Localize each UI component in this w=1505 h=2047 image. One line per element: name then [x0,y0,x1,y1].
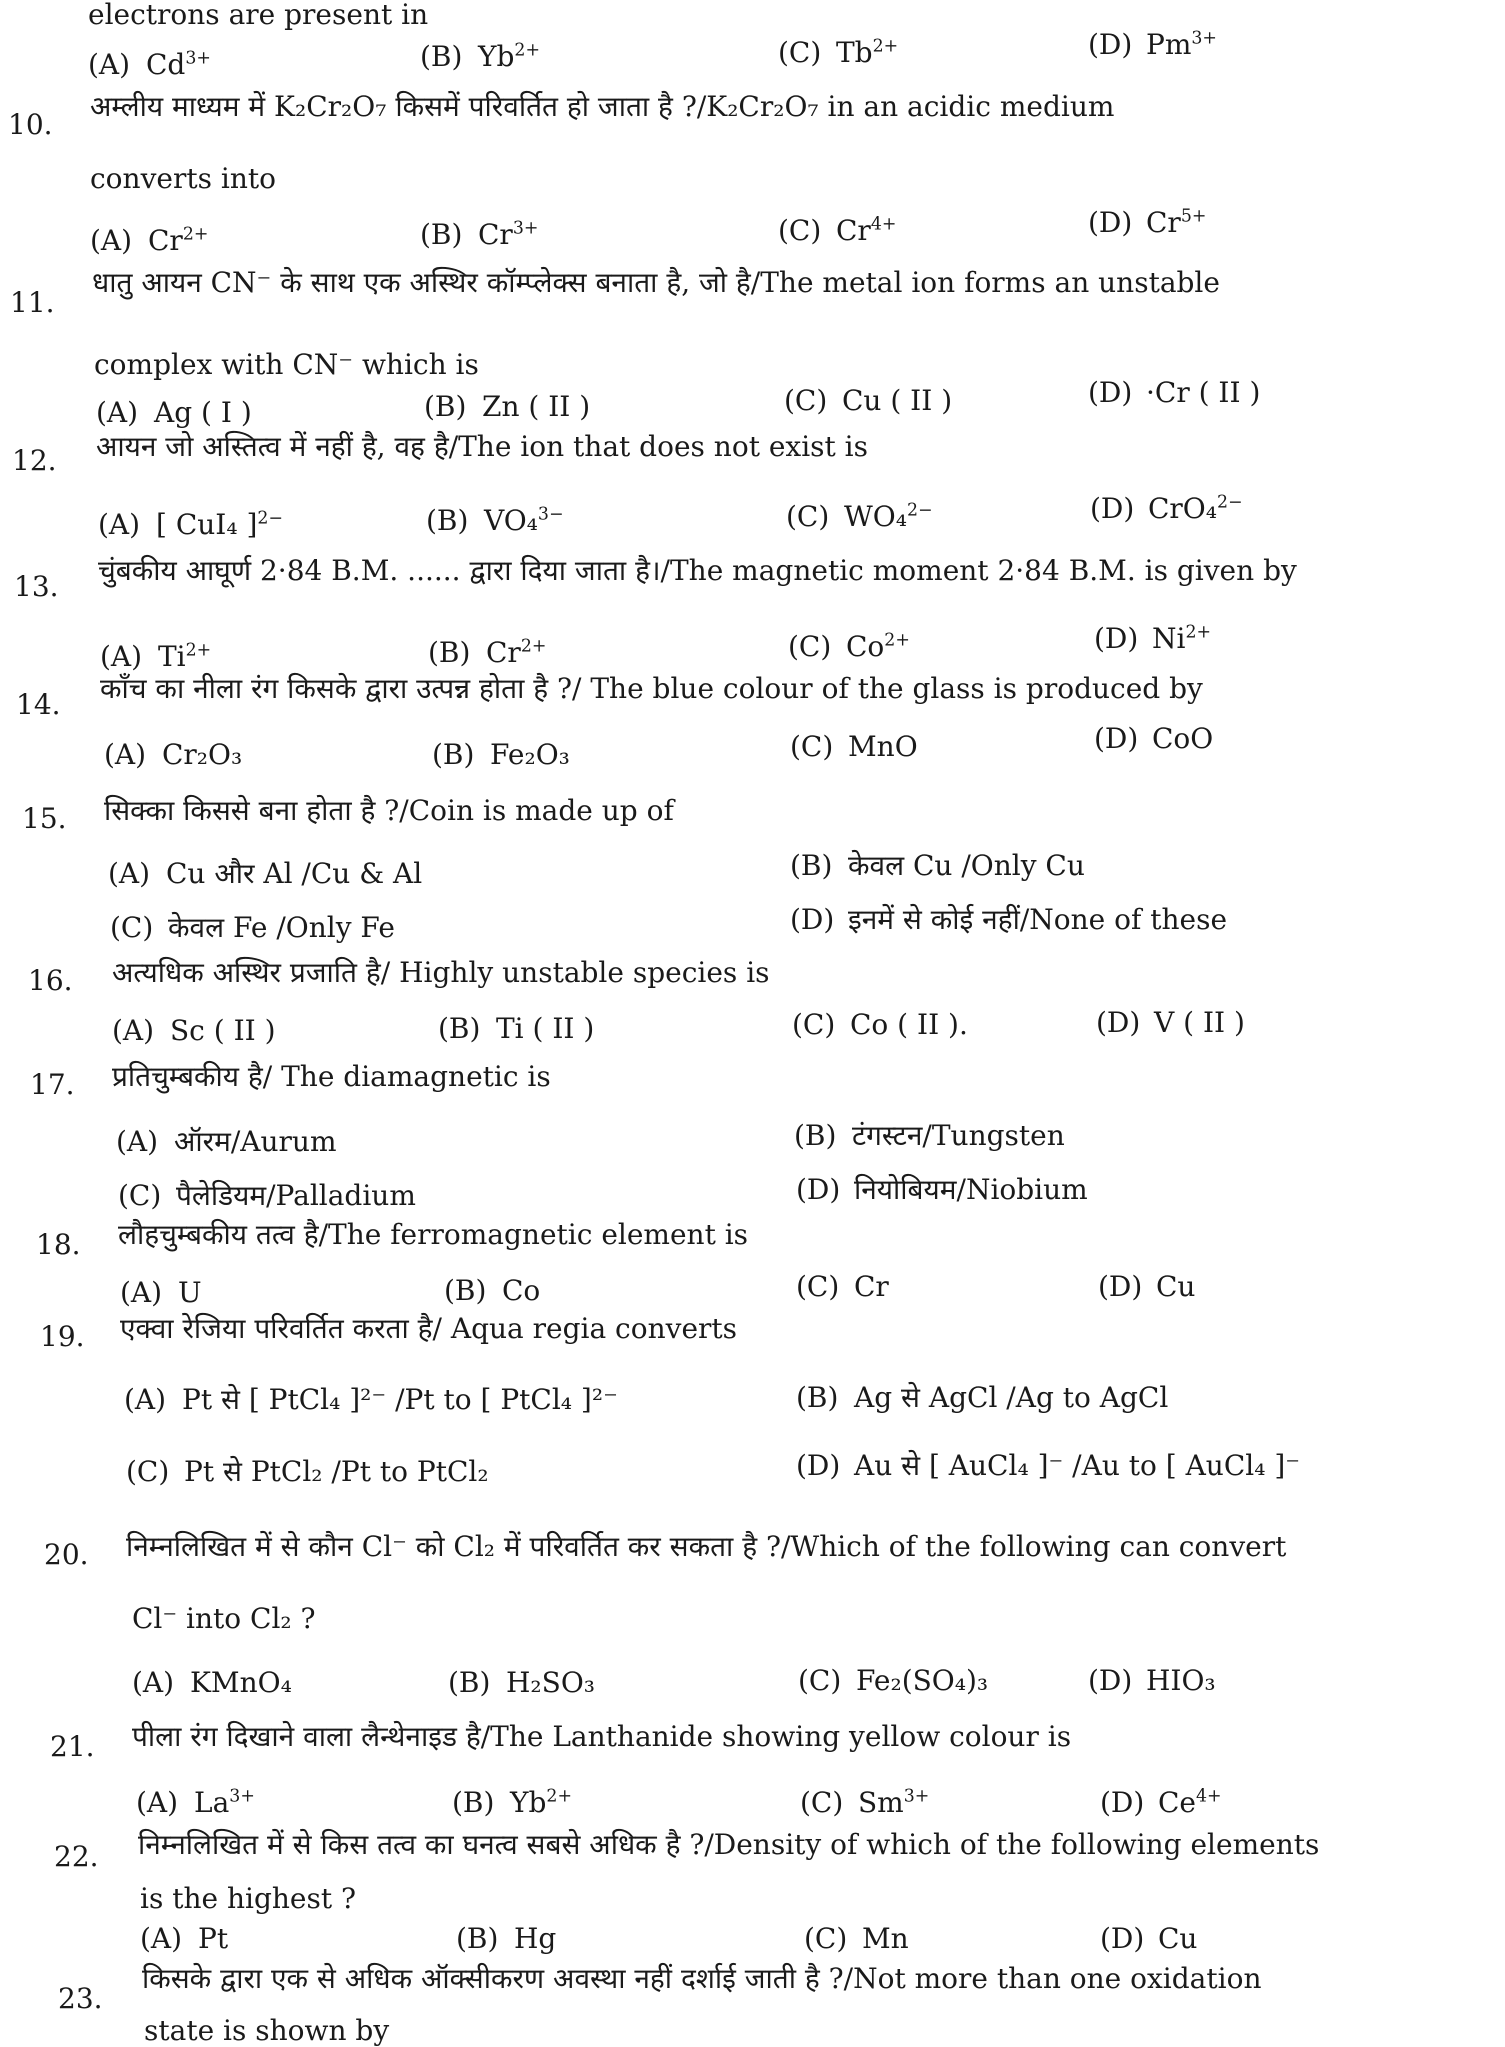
q18-option-a: (A) U [120,1276,202,1309]
q13-option-c: (C) $Co^{2+}$ [788,630,910,663]
question-number: 15. [22,802,67,835]
q16-option-b: (B) Ti ( II ) [438,1012,595,1045]
q18-option-b: (B) Co [444,1274,541,1307]
question-22-stem: निम्नलिखित में से किस तत्व का घनत्व सबसे अधिक है ?/Density of which of the following elements [138,1828,1320,1861]
question-number: 22. [54,1840,99,1873]
question-10-stem-continuation: converts into [90,162,276,195]
q21-option-c: (C) $Sm^{3+}$ [800,1786,930,1819]
question-19-stem: एक्वा रेजिया परिवर्तित करता है/ Aqua regia converts [120,1312,738,1345]
question-11-stem: धातु आयन CN⁻ के साथ एक अस्थिर कॉम्प्लेक्स बनाता है, जो है/The metal ion forms an unstable [92,266,1220,299]
question-17-stem: प्रतिचुम्बकीय है/ The diamagnetic is [112,1060,551,1093]
q9-option-d: (D) $Pm^{3+}$ [1088,28,1217,61]
question-20-stem-continuation: Cl⁻ into Cl₂ ? [132,1602,316,1635]
q21-option-d: (D) $Ce^{4+}$ [1100,1786,1222,1819]
q16-option-d: (D) V ( II ) [1096,1006,1245,1039]
q12-option-a: (A) [ CuI₄ ]$^{2-}$ [98,508,283,541]
q9-option-c: (C) $Tb^{2+}$ [778,36,899,69]
q11-option-c: (C) Cu ( II ) [784,384,953,417]
question-number: 16. [28,964,73,997]
question-number: 18. [36,1228,81,1261]
question-11-stem-continuation: complex with CN⁻ which is [94,348,479,381]
q14-option-b: (B) Fe₂O₃ [432,738,570,771]
q13-option-d: (D) $Ni^{2+}$ [1094,622,1212,655]
q22-option-d: (D) Cu [1100,1922,1198,1955]
q16-option-c: (C) Co ( II ). [792,1008,968,1041]
q12-option-b: (B) VO₄$^{3-}$ [426,504,564,537]
q10-option-c: (C) $Cr^{4+}$ [778,214,897,247]
q22-option-b: (B) Hg [456,1922,557,1955]
q14-option-d: (D) CoO [1094,722,1214,755]
q17-option-d: (D) नियोबियम/Niobium [796,1173,1088,1206]
q14-option-a: (A) Cr₂O₃ [104,738,243,771]
q12-option-c: (C) WO₄$^{2-}$ [786,500,933,533]
question-22-stem-continuation: is the highest ? [140,1882,357,1915]
q15-option-c: (C) केवल Fe /Only Fe [110,911,395,944]
q19-option-a: (A) Pt से [ PtCl₄ ]²⁻ /Pt to [ PtCl₄ ]²⁻ [124,1383,618,1416]
q10-option-a: (A) $Cr^{2+}$ [90,224,209,257]
q20-option-a: (A) KMnO₄ [132,1666,292,1699]
question-21-stem: पीला रंग दिखाने वाला लैन्थेनाइड है/The Lanthanide showing yellow colour is [132,1720,1072,1753]
q18-option-d: (D) Cu [1098,1270,1196,1303]
q20-option-c: (C) Fe₂(SO₄)₃ [798,1664,989,1697]
question-9-stem-continuation: electrons are present in [88,0,429,31]
q10-option-d: (D) $Cr^{5+}$ [1088,206,1207,239]
question-12-stem: आयन जो अस्तित्व में नहीं है, वह है/The ion that does not exist is [96,430,869,463]
question-number: 11. [10,286,55,319]
question-number: 21. [50,1730,95,1763]
q12-option-d: (D) CrO₄$^{2-}$ [1090,492,1243,525]
question-15-stem: सिक्का किससे बना होता है ?/Coin is made up of [104,794,674,827]
q16-option-a: (A) Sc ( II ) [112,1014,276,1047]
question-number: 10. [8,108,53,141]
q17-option-b: (B) टंगस्टन/Tungsten [794,1119,1065,1152]
question-20-stem: निम्नलिखित में से कौन Cl⁻ को Cl₂ में परिवर्तित कर सकता है ?/Which of the following can convert [126,1530,1287,1563]
question-23-stem-continuation: state is shown by [144,2014,390,2047]
q15-option-b: (B) केवल Cu /Only Cu [790,849,1085,882]
q10-option-b: (B) $Cr^{3+}$ [420,218,539,251]
q18-option-c: (C) Cr [796,1270,889,1303]
question-18-stem: लौहचुम्बकीय तत्व है/The ferromagnetic element is [118,1218,749,1251]
q9-option-b: (B) $Yb^{2+}$ [420,40,541,73]
q20-option-d: (D) HIO₃ [1088,1664,1216,1697]
q15-option-a: (A) Cu और Al /Cu & Al [108,857,423,890]
question-14-stem: काँच का नीला रंग किसके द्वारा उत्पन्न होता है ?/ The blue colour of the glass is produced by [100,672,1203,705]
q20-option-b: (B) H₂SO₃ [448,1666,596,1699]
question-10-stem: अम्लीय माध्यम में K₂Cr₂O₇ किसमें परिवर्तित हो जाता है ?/K₂Cr₂O₇ in an acidic medium [90,90,1115,123]
question-23-stem: किसके द्वारा एक से अधिक ऑक्सीकरण अवस्था नहीं दर्शाई जाती है ?/Not more than one oxidation [142,1962,1262,1995]
q13-option-b: (B) $Cr^{2+}$ [428,636,547,669]
q14-option-c: (C) MnO [790,730,918,763]
question-number: 17. [30,1068,75,1101]
q13-option-a: (A) $Ti^{2+}$ [100,640,212,673]
question-number: 14. [16,688,61,721]
question-13-stem: चुंबकीय आघूर्ण 2·84 B.M. ...... द्वारा दिया जाता है।/The magnetic moment 2·84 B.M. is given by [98,554,1297,587]
q19-option-d: (D) Au से [ AuCl₄ ]⁻ /Au to [ AuCl₄ ]⁻ [796,1449,1301,1482]
q11-option-a: (A) Ag ( I ) [96,396,252,429]
question-number: 19. [40,1320,85,1353]
q22-option-a: (A) Pt [140,1922,229,1955]
q9-option-a: (A) $Cd^{3+}$ [88,48,211,81]
q11-option-d: (D) ·Cr ( II ) [1088,376,1261,409]
q21-option-a: (A) $La^{3+}$ [136,1786,255,1819]
q22-option-c: (C) Mn [804,1922,909,1955]
question-number: 13. [14,570,59,603]
q19-option-b: (B) Ag से AgCl /Ag to AgCl [796,1381,1169,1414]
q19-option-c: (C) Pt से PtCl₂ /Pt to PtCl₂ [126,1455,489,1488]
question-16-stem: अत्यधिक अस्थिर प्रजाति है/ Highly unstable species is [112,956,770,989]
question-number: 20. [44,1538,89,1571]
q17-option-a: (A) ऑरम/Aurum [116,1125,337,1158]
q15-option-d: (D) इनमें से कोई नहीं/None of these [790,903,1228,936]
q21-option-b: (B) $Yb^{2+}$ [452,1786,573,1819]
question-number: 12. [12,444,57,477]
q17-option-c: (C) पैलेडियम/Palladium [118,1179,416,1212]
question-number: 23. [58,1982,103,2015]
q11-option-b: (B) Zn ( II ) [424,390,591,423]
